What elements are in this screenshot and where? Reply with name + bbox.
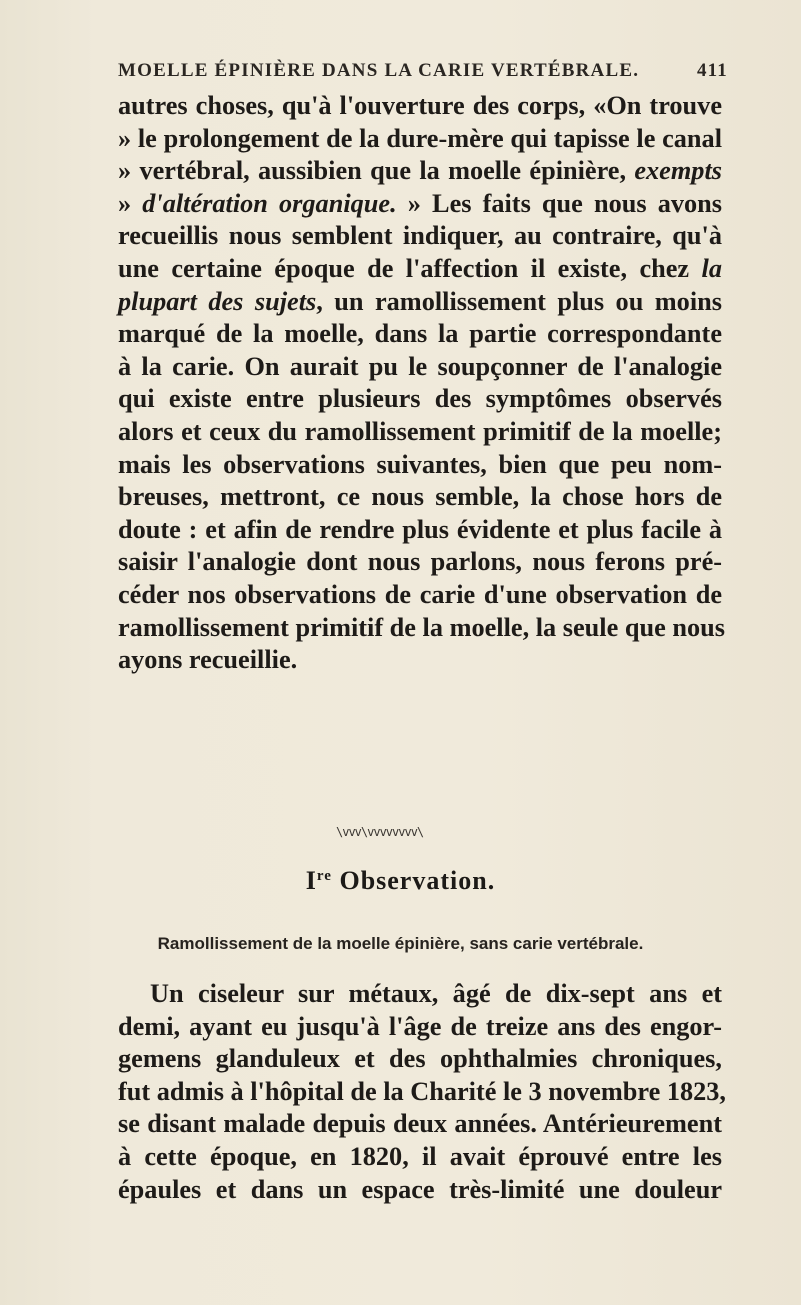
text-line: à la carie. On aurait pu le soupçonner de l'analogie [118,351,722,381]
observation-title: Observation. [339,866,496,895]
observation-heading [0,866,801,896]
text-line: une certaine époque de l'affection il existe, chez la [118,253,722,283]
text-line: » d'altération organique. » Les faits que nous avons [118,188,722,218]
page-number: 411 [696,60,728,81]
italic-phrase: la [701,253,722,283]
observation-numeral-suffix: re [316,868,332,884]
text-line: Un ciseleur sur métaux, âgé de dix-sept ans et [150,979,722,1008]
observation-numeral: I [305,866,317,895]
text-line: ramollissement primitif de la moelle, la seule que nous [118,612,725,642]
text-line: doute : et afin de rendre plus évidente et plus facile à [118,514,722,544]
text-line: se disant malade depuis deux années. Antérieurement [118,1109,722,1139]
paragraph-1 [118,90,725,677]
text-line: » vertébral, aussibien que la moelle épinière, exempts [118,156,722,186]
text-line: breuses, mettront, ce nous semble, la chose hors de [118,482,722,512]
running-head-title: MOELLE ÉPINIÈRE DANS LA CARIE VERTÉBRALE. [118,60,640,81]
text-line: qui existe entre plusieurs des symptômes observés [118,384,722,414]
text-line: épaules et dans un espace très-limité une douleur [118,1174,722,1204]
text-line: alors et ceux du ramollissement primitif de la moelle; [118,416,722,446]
text-line: ayons recueillie. [118,645,298,675]
text-line: fut admis à l'hôpital de la Charité le 3 novembre 1823, [118,1076,726,1106]
text-line: saisir l'analogie dont nous parlons, nous ferons pré- [118,547,722,577]
text-line: mais les observations suivantes, bien que peu nom- [118,449,722,479]
text-line: marqué de la moelle, dans la partie correspondante [118,319,722,349]
text-line: recueillis nous semblent indiquer, au contraire, qu'à [118,221,722,251]
observation-subtitle: Ramollissement de la moelle épinière, sans carie vertébrale. [157,934,644,953]
text-line: à cette époque, en 1820, il avait éprouvé entre les [118,1141,722,1171]
italic-phrase: d'altération organique. [142,188,397,218]
italic-phrase: exempts [634,156,722,186]
text-line: autres choses, qu'à l'ouverture des corps, «On trouve [118,91,722,120]
paragraph-2 [118,978,726,1206]
text-line: plupart des sujets, un ramollissement plus ou moins [118,286,722,316]
text-line: » le prolongement de la dure-mère qui tapisse le canal [118,123,722,153]
text-line: gemens glanduleux et des ophthalmies chroniques, [118,1044,722,1074]
section-ornament: \vvv\vvvvvvvv\ [336,825,424,839]
text-line: céder nos observations de carie d'une observation de [118,579,722,609]
text-line: demi, ayant eu jusqu'à l'âge de treize ans des engor- [118,1011,722,1041]
italic-phrase: plupart des sujets [118,286,317,316]
